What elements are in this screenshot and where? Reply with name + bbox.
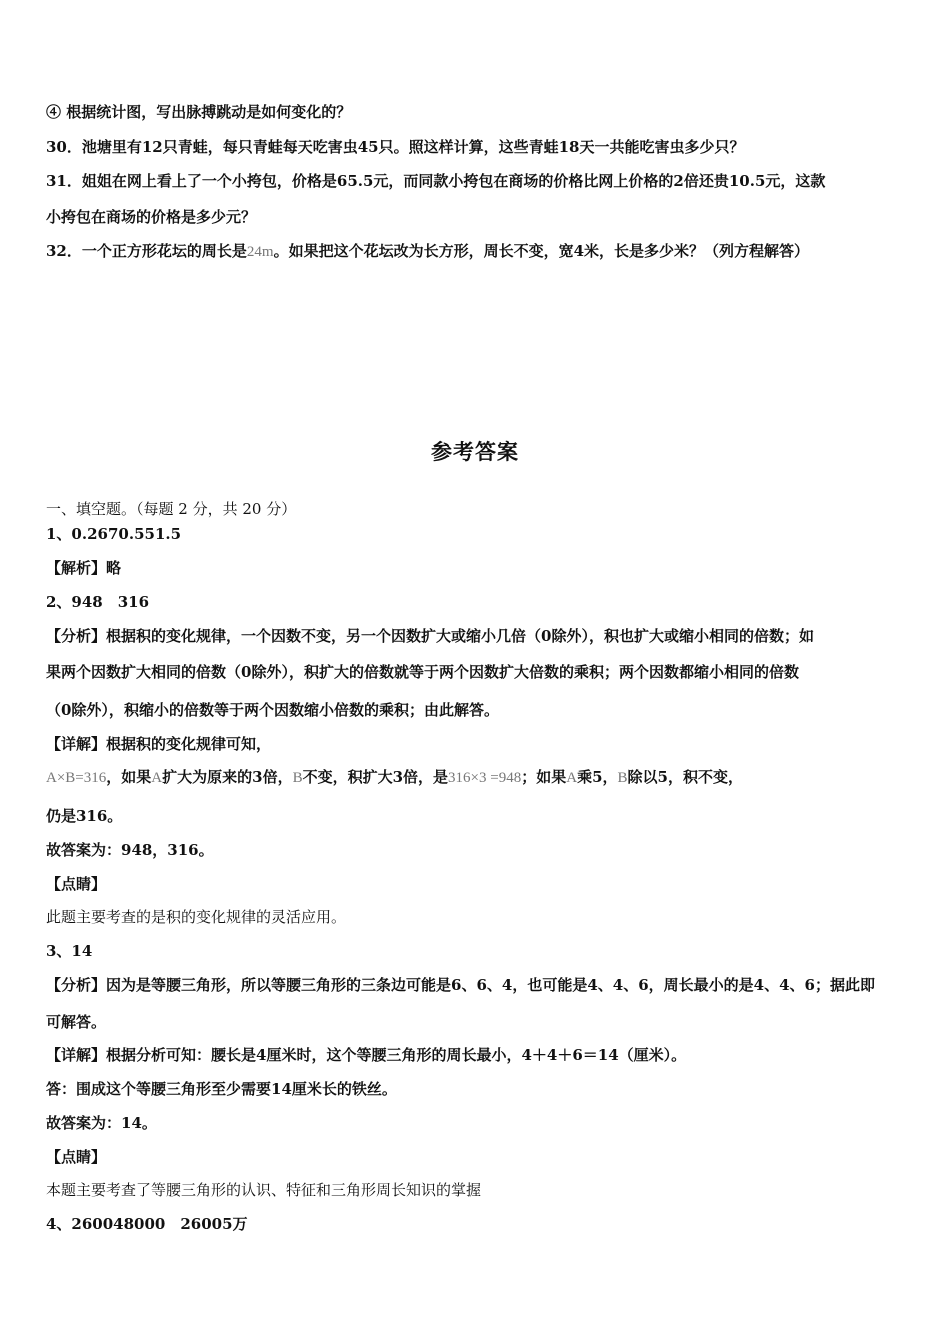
- answer-1: 1、0.2670.551.5: [46, 525, 182, 543]
- answer-3-reply: 答：围成这个等腰三角形至少需要14厘米长的铁丝。: [46, 1080, 397, 1098]
- formula-axb: A×B=316: [46, 770, 107, 786]
- answer-2-comment: 此题主要考查的是积的变化规律的灵活应用。: [46, 908, 347, 926]
- answer-2-detail-line: [46, 767, 743, 788]
- detail-text-6: 除以5，积不变，: [627, 768, 743, 786]
- answer-2-analysis-line3: （0除外），积缩小的倍数等于两个因数缩小倍数的乘积；由此解答。: [46, 701, 499, 719]
- formula-b: B: [292, 770, 303, 786]
- answer-4: 4、260048000 26005万: [46, 1215, 248, 1233]
- formula-b-2: B: [617, 770, 628, 786]
- answer-2-comment-heading: 【点睛】: [46, 875, 107, 893]
- formula-a: A: [151, 770, 163, 786]
- question-31-line2: 小挎包在商场的价格是多少元？: [46, 208, 257, 226]
- section-1-heading: 一、填空题。（每题 2 分，共 20 分）: [46, 500, 297, 518]
- answer-2: 2、948 316: [46, 593, 150, 611]
- answer-3-detail: 【详解】根据分析可知：腰长是4厘米时，这个等腰三角形的周长最小，4＋4＋6＝14（厘米）。: [46, 1046, 687, 1064]
- answer-2-analysis-line2: 果两个因数扩大相同的倍数（0除外），积扩大的倍数就等于两个因数扩大倍数的乘积；两个因数都缩小相同的倍数: [46, 663, 799, 681]
- answer-2-detail-cont: 仍是316。: [46, 807, 123, 825]
- question-29-part4: ④ 根据统计图，写出脉搏跳动是如何变化的？: [46, 103, 352, 121]
- detail-text-2: 扩大为原来的3倍，: [162, 768, 293, 786]
- answer-3-comment: 本题主要考查了等腰三角形的认识、特征和三角形周长知识的掌握: [46, 1181, 482, 1199]
- detail-text-5: 乘5，: [577, 768, 618, 786]
- formula-316x3: 316×3 =948: [448, 770, 522, 786]
- question-32: [46, 241, 809, 262]
- answer-3-final: 故答案为：14。: [46, 1114, 157, 1132]
- answer-3: 3、14: [46, 942, 93, 960]
- answer-3-analysis-line1: 【分析】因为是等腰三角形，所以等腰三角形的三条边可能是6、6、4，也可能是4、4、6，周长最小的是4、4、6；据此即: [46, 976, 875, 994]
- question-32-formula: 24m: [246, 244, 274, 260]
- answer-1-analysis: 【解析】略: [46, 559, 122, 577]
- answer-3-analysis-line2: 可解答。: [46, 1013, 107, 1031]
- detail-text-3: 不变，积扩大3倍，是: [302, 768, 449, 786]
- answer-3-comment-heading: 【点睛】: [46, 1148, 107, 1166]
- answer-2-detail-heading: 【详解】根据积的变化规律可知，: [46, 735, 272, 753]
- answer-section-title: 参考答案: [431, 440, 519, 464]
- question-32-text-a: 32．一个正方形花坛的周长是: [46, 242, 247, 260]
- question-32-text-b: 。如果把这个花坛改为长方形，周长不变，宽4米，长是多少米？（列方程解答）: [273, 242, 810, 260]
- detail-text-4: ；如果: [521, 768, 567, 786]
- detail-text-1: ，如果: [106, 768, 152, 786]
- question-31-line1: 31．姐姐在网上看上了一个小挎包，价格是65.5元，而同款小挎包在商场的价格比网上价格的2倍还贵10.5元，这款: [46, 172, 826, 190]
- question-30: 30．池塘里有12只青蛙，每只青蛙每天吃害虫45只。照这样计算，这些青蛙18天一共能吃害虫多少只？: [46, 138, 745, 156]
- formula-a-2: A: [566, 770, 578, 786]
- answer-2-analysis-line1: 【分析】根据积的变化规律，一个因数不变，另一个因数扩大或缩小几倍（0除外），积也扩大或缩小相同的倍数；如: [46, 627, 814, 645]
- answer-2-final: 故答案为：948，316。: [46, 841, 214, 859]
